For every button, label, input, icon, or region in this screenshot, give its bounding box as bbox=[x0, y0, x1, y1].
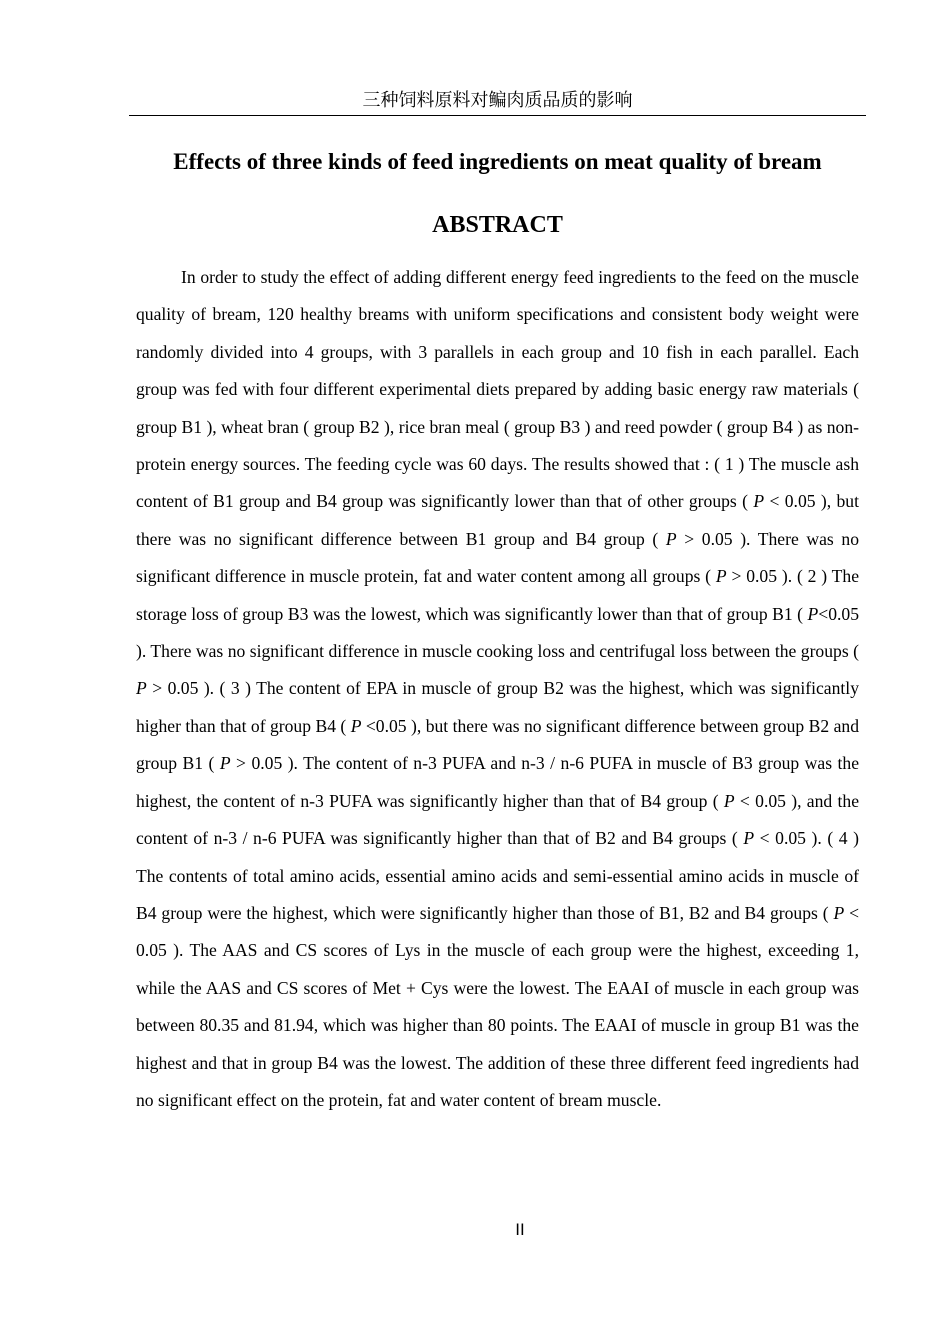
abstract-text: > 0.05 ). ( 2 ) The storage loss of group B3 was the lowest, which was significantly lower than that of group B1 ( bbox=[136, 566, 859, 624]
abstract-body bbox=[136, 259, 859, 1119]
p-value-symbol: P bbox=[753, 491, 765, 512]
paper-title: Effects of three kinds of feed ingredients on meat quality of bream bbox=[173, 149, 822, 174]
abstract-text: < 0.05 ), and the content of n-3 / n-6 PUFA was significantly higher than that of B2 and B4 groups ( bbox=[136, 790, 859, 849]
abstract-text: > 0.05 ). ( 3 ) The content of EPA in muscle of group B2 was the highest, which was significantly higher than that of group B4 ( bbox=[136, 678, 859, 736]
abstract-text: < 0.05 ), but there was no significant difference between B1 group and B4 group ( bbox=[136, 491, 859, 549]
abstract-text: > 0.05 ). The content of n-3 PUFA and n-3 / n-6 PUFA in muscle of B3 group was the highest, the content of n-3 PUFA was significantly higher than that of B4 group ( bbox=[136, 753, 860, 811]
p-value-symbol: P bbox=[833, 902, 845, 923]
p-value-symbol: P bbox=[807, 603, 819, 624]
p-value-symbol: P bbox=[136, 678, 147, 699]
abstract-text: In order to study the effect of adding different energy feed ingredients to the feed on the muscle quality of bream, 120 healthy breams with uniform specifications and consistent body weight were randomly divided into 4 groups, with 3 parallels in each group and 10 fish in each parallel. Each group was fed with four different experimental diets prepared by adding basic energy raw materials ( group B1 ), wheat bran ( group B2 ), rice bran meal ( group B3 ) and reed powder ( group B4 ) as non-protein energy sources. The feeding cycle was 60 days. The results showed that : ( 1 ) The muscle ash content of B1 group and B4 group was significantly lower than that of other groups ( bbox=[136, 267, 859, 512]
header-rule bbox=[129, 115, 866, 116]
abstract-text: <0.05 ), but there was no significant difference between group B2 and group B1 ( bbox=[136, 715, 859, 774]
p-value-symbol: P bbox=[350, 715, 362, 736]
abstract-text: > 0.05 ). There was no significant difference in muscle protein, fat and water content among all groups ( bbox=[136, 528, 859, 587]
p-value-symbol: P bbox=[723, 790, 735, 811]
page-number: II bbox=[515, 1220, 525, 1239]
running-header: 三种饲料原料对鳊肉质品质的影响 bbox=[362, 90, 633, 111]
abstract-heading: ABSTRACT bbox=[432, 212, 563, 238]
abstract-text: < 0.05 ). ( 4 ) The contents of total amino acids, essential amino acids and semi-essential amino acids in muscle of B4 group were the highest, which were significantly higher than those of B1, B2 and B4 groups ( bbox=[136, 828, 859, 923]
p-value-symbol: P bbox=[665, 528, 677, 549]
p-value-symbol: P bbox=[219, 753, 231, 774]
p-value-symbol: P bbox=[743, 828, 755, 849]
abstract-text: <0.05 ). There was no significant difference in muscle cooking loss and centrifugal loss between the groups ( bbox=[136, 603, 859, 662]
p-value-symbol: P bbox=[715, 566, 727, 587]
abstract-text: < 0.05 ). The AAS and CS scores of Lys in the muscle of each group were the highest, exceeding 1, while the AAS and CS scores of Met + Cys were the lowest. The EAAI of muscle in each group was between 80.35 and 81.94, which was higher than 80 points. The EAAI of muscle in group B1 was the highest and that in group B4 was the lowest. The addition of these three different feed ingredients had no significant effect on the protein, fat and water content of bream muscle. bbox=[136, 902, 859, 1110]
